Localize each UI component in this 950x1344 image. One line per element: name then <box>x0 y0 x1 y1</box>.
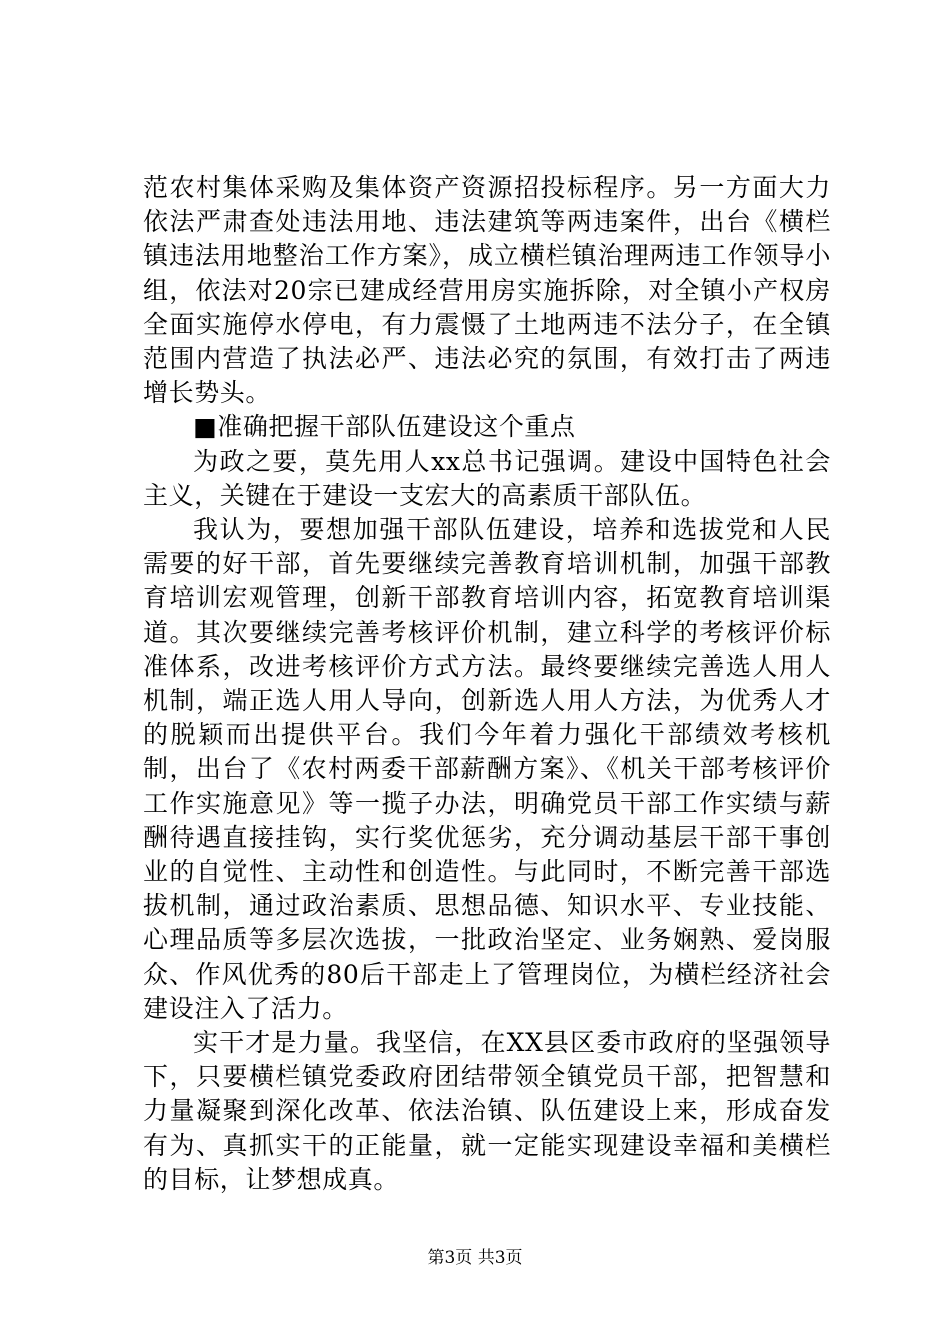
paragraph-4: 实干才是力量。我坚信，在XX县区委市政府的坚强领导下，只要横栏镇党委政府团结带领全镇党员干部，把智慧和力量凝聚到深化改革、依法治镇、队伍建设上来，形成奋发有为、真抓实干的正能量，就一定能实现建设幸福和美横栏的目标，让梦想成真。 <box>143 1028 831 1194</box>
paragraph-1: 范农村集体采购及集体资产资源招投标程序。另一方面大力依法严肃查处违法用地、违法建筑等两违案件，出台《横栏镇违法用地整治工作方案》，成立横栏镇治理两违工作领导小组，依法对20宗已建成经营用房实施拆除，对全镇小产权房全面实施停水停电，有力震慑了土地两违不法分子，在全镇范围内营造了执法必严、违法必究的氛围，有效打击了两违增长势头。 <box>143 173 831 408</box>
paragraph-2: 为政之要，莫先用人xx总书记强调。建设中国特色社会主义，关键在于建设一支宏大的高素质干部队伍。 <box>143 446 831 510</box>
paragraph-3: 我认为，要想加强干部队伍建设，培养和选拔党和人民需要的好干部，首先要继续完善教育培训机制，加强干部教育培训宏观管理，创新干部教育培训内容，拓宽教育培训渠道。其次要继续完善考核评价机制，建立科学的考核评价标准体系，改进考核评价方式方法。最终要继续完善选人用人机制，端正选人用人导向，创新选人用人方法，为优秀人才的脱颖而出提供平台。我们今年着力强化干部绩效考核机制，出台了《农村两委干部薪酬方案》、《机关干部考核评价工作实施意见》等一揽子办法，明确党员干部工作实绩与薪酬待遇直接挂钩，实行奖优惩劣，充分调动基层干部干事创业的自觉性、主动性和创造性。与此同时，不断完善干部选拔机制，通过政治素质、思想品德、知识水平、专业技能、心理品质等多层次选拔，一批政治坚定、业务娴熟、爱岗服众、作风优秀的80后干部走上了管理岗位，为横栏经济社会建设注入了活力。 <box>143 515 831 1023</box>
document-body <box>143 171 831 1197</box>
page-number-footer: 第3页 共3页 <box>427 1248 523 1268</box>
section-heading: ■准确把握干部队伍建设这个重点 <box>193 412 576 442</box>
